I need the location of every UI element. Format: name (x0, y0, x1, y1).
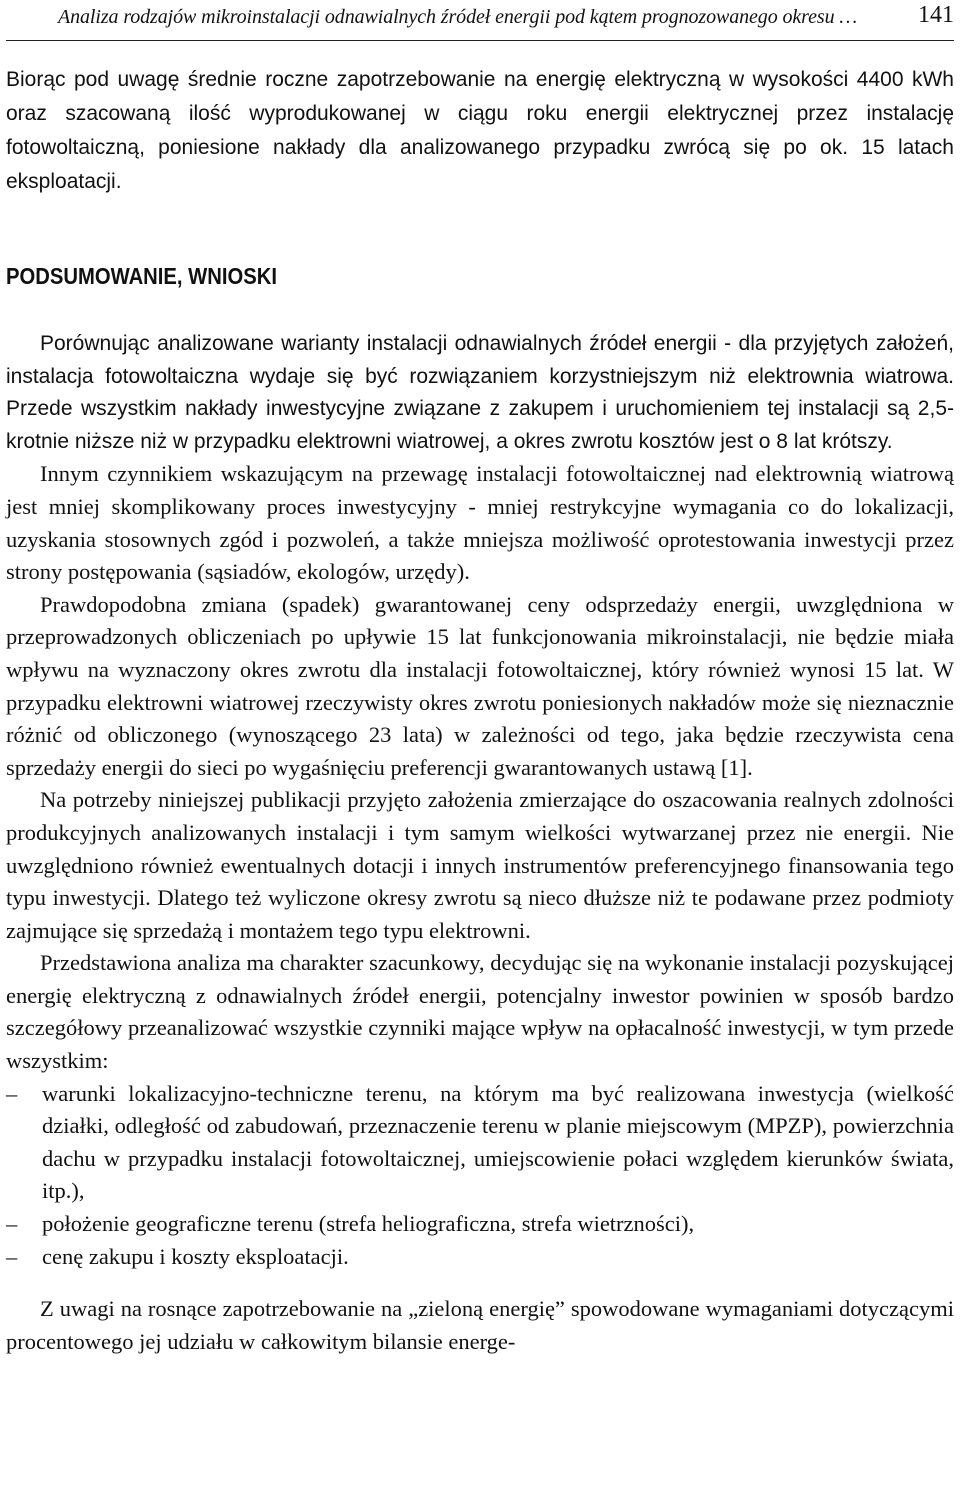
header-title: Analiza rodzajów mikroinstalacji odnawialnych źródeł energii pod kątem prognozowanego okresu … (58, 6, 858, 28)
dash-bullet: – (6, 1211, 18, 1237)
list-item (6, 1078, 954, 1208)
page-number: 141 (918, 2, 954, 28)
list-item-text: warunki lokalizacyjno-techniczne terenu, na którym ma być realizowana inwestycja (wielkość działki, odległość od zabudowań, przeznaczenie terenu w planie miejscowym (MPZP), powierzchnia dachu w przypadku instalacji fotowoltaicznej, umiejscowienie połaci względem kierunków świata, itp.), (42, 1080, 954, 1204)
section-heading: PODSUMOWANIE, WNIOSKI (6, 263, 277, 289)
list-item-text: cenę zakupu i koszty eksploatacji. (42, 1243, 349, 1269)
list-item (6, 1208, 954, 1241)
list-item (6, 1241, 954, 1274)
body-paragraph-1: Porównując analizowane warianty instalacji odnawialnych źródeł energii - dla przyjętych założeń, instalacja fotowoltaiczna wydaje się być rozwiązaniem korzystniejszym niż elektrownia wiatrowa. Przede wszystkim nakłady inwestycyjne związane z zakupem i uruchomieniem tej instalacji są 2,5-krotnie niższe niż w przypadku elektrowni wiatrowej, a okres zwrotu kosztów jest o 8 lat krótszy. (6, 332, 954, 453)
body-paragraph-5: Przedstawiona analiza ma charakter szacunkowy, decydując się na wykonanie instalacji pozyskującej energię elektryczną z odnawialnych źródeł energii, potencjalny inwestor powinien w sposób bardzo szczegółowy przeanalizować wszystkie czynniki mające wpływ na opłacalność inwestycji, w tym przede wszystkim: (6, 950, 954, 1074)
body-paragraph-3: Prawdopodobna zmiana (spadek) gwarantowanej ceny odsprzedaży energii, uwzględniona w przeprowadzonych obliczeniach po upływie 15 lat funkcjonowania mikroinstalacji, nie będzie miała wpływu na wyznaczony okres zwrotu dla instalacji fotowoltaicznej, który również wynosi 15 lat. W przypadku elektrowni wiatrowej rzeczywisty okres zwrotu poniesionych nakładów może się nieznacznie różnić od obliczonego (wynoszącego 23 lata) w zależności od tego, jaka będzie rzeczywista cena sprzedaży energii do sieci po wygaśnięciu preferencji gwarantowanych ustawą [1]. (6, 591, 954, 780)
running-header (6, 0, 954, 41)
dash-bullet: – (6, 1243, 18, 1269)
dash-bullet: – (6, 1080, 18, 1106)
body-paragraph-4: Na potrzeby niniejszej publikacji przyjęto założenia zmierzające do oszacowania realnych zdolności produkcyjnych analizowanych instalacji i tym samym wielkości wytwarzanej przez nie energii. Nie uwzględniono również ewentualnych dotacji i innych instrumentów preferencyjnego finansowania tego typu inwestycji. Dlatego też wyliczone okresy zwrotu są nieco dłuższe niż te podawane przez podmioty zajmujące się sprzedażą i montażem tego typu elektrowni. (6, 787, 954, 943)
document-page (6, 0, 954, 1358)
list-item-text: położenie geograficzne terenu (strefa heliograficzna, strefa wietrzności), (42, 1211, 695, 1237)
factor-list (6, 1078, 954, 1274)
intro-paragraph: Biorąc pod uwagę średnie roczne zapotrzebowanie na energię elektryczną w wysokości 4400 kWh oraz szacowaną ilość wyprodukowanej w ciągu roku energii elektrycznej przez instalację fotowoltaiczną, poniesione nakłady dla analizowanego przypadku zwrócą się po ok. 15 latach eksploatacji. (6, 68, 954, 193)
final-paragraph: Z uwagi na rosnące zapotrzebowanie na „zieloną energię” spowodowane wymaganiami dotyczącymi procentowego jej udziału w całkowitym bilansie energe- (6, 1296, 954, 1354)
body-paragraph-2: Innym czynnikiem wskazującym na przewagę instalacji fotowoltaicznej nad elektrownią wiatrową jest mniej skomplikowany proces inwestycyjny - mniej restrykcyjne wymagania co do lokalizacji, uzyskania stosownych zgód i pozwoleń, a także mniejsza możliwość oprotestowania inwestycji przez strony postępowania (sąsiadów, ekologów, urzędy). (6, 461, 954, 585)
